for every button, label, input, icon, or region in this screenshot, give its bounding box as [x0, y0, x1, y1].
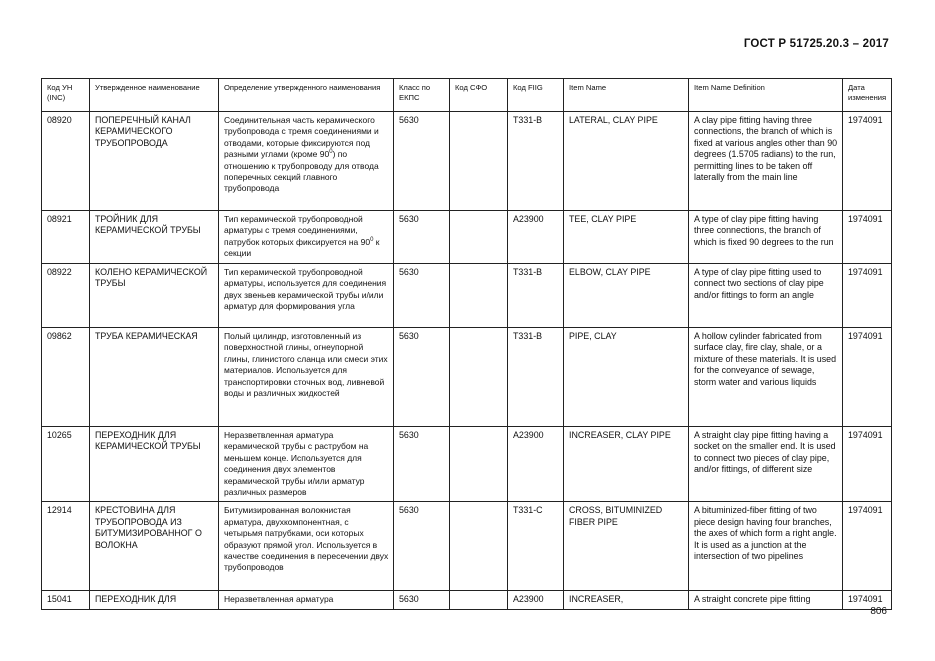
fiig-cell: T331-B — [508, 328, 564, 427]
header-date: Дата изменения — [843, 79, 892, 112]
table-row — [42, 591, 892, 609]
name-ru-cell: ПЕРЕХОДНИК ДЛЯ КЕРАМИЧЕСКОЙ ТРУБЫ — [90, 427, 219, 502]
name-ru-cell: ТРОЙНИК ДЛЯ КЕРАМИЧЕСКОЙ ТРУБЫ — [90, 211, 219, 264]
definition-ru-cell: Неразветвленная арматура — [219, 591, 394, 609]
date-cell: 1974091 — [843, 211, 892, 264]
class-cell: 5630 — [394, 502, 450, 591]
sfo-cell — [450, 591, 508, 609]
item-name-cell: INCREASER, CLAY PIPE — [564, 427, 689, 502]
fiig-cell: T331-C — [508, 502, 564, 591]
table-row — [42, 264, 892, 328]
sfo-cell — [450, 112, 508, 211]
definition-ru-cell: Битумизированная волокнистая арматура, двухкомпонентная, с четырьмя патрубками, оси которых образуют прямой угол. Используется в качестве соединения в пересечении двух трубопроводов — [219, 502, 394, 591]
class-cell: 5630 — [394, 112, 450, 211]
item-definition-cell: A straight clay pipe fitting having a socket on the smaller end. It is used to connect two pieces of clay pipe, and/or fittings, of different size — [689, 427, 843, 502]
name-ru-cell: ПОПЕРЕЧНЫЙ КАНАЛ КЕРАМИЧЕСКОГО ТРУБОПРОВОДА — [90, 112, 219, 211]
inc-cell: 10265 — [42, 427, 90, 502]
header-fiig: Код FIIG — [508, 79, 564, 112]
header-approved-definition: Определение утвержденного наименования — [219, 79, 394, 112]
header-row — [42, 79, 892, 112]
definition-ru-cell: Соединительная часть керамического трубопровода с тремя соединениями и отводами, которые фиксируются под разными углами (кроме $90^0$) по отношению к трубопроводу для отвода поперечных секций главного трубопровода — [219, 112, 394, 211]
definition-ru-cell: Тип керамической трубопроводной арматуры с тремя соединениями, патрубок которых фиксируется на $90^0$ к секции — [219, 211, 394, 264]
date-cell: 1974091 — [843, 591, 892, 609]
name-ru-cell: ПЕРЕХОДНИК ДЛЯ — [90, 591, 219, 609]
inc-cell: 08922 — [42, 264, 90, 328]
item-name-cell: TEE, CLAY PIPE — [564, 211, 689, 264]
page-number: 806 — [870, 606, 887, 617]
definition-ru-cell: Полый цилиндр, изготовленный из поверхностной глины, огнеупорной глины, глинистого сланца или смеси этих материалов. Используется для транспортировки сточных вод, ливневой воды и различных жидкостей — [219, 328, 394, 427]
fiig-cell: T331-B — [508, 112, 564, 211]
item-definition-cell: A type of clay pipe fitting having three connections, the branch of which is fixed 90 degrees to the run — [689, 211, 843, 264]
date-cell: 1974091 — [843, 502, 892, 591]
fiig-cell: A23900 — [508, 591, 564, 609]
date-cell: 1974091 — [843, 328, 892, 427]
sfo-cell — [450, 264, 508, 328]
header-sfo: Код СФО — [450, 79, 508, 112]
fiig-cell: A23900 — [508, 427, 564, 502]
class-cell: 5630 — [394, 328, 450, 427]
date-cell: 1974091 — [843, 112, 892, 211]
fiig-cell: A23900 — [508, 211, 564, 264]
table-row — [42, 112, 892, 211]
header-class: Класс по ЕКПС — [394, 79, 450, 112]
class-cell: 5630 — [394, 427, 450, 502]
class-cell: 5630 — [394, 591, 450, 609]
header-item-name: Item Name — [564, 79, 689, 112]
class-cell: 5630 — [394, 211, 450, 264]
item-definition-cell: A straight concrete pipe fitting — [689, 591, 843, 609]
document-code: ГОСТ Р 51725.20.3 – 2017 — [743, 38, 889, 50]
table-row — [42, 502, 892, 591]
sfo-cell — [450, 328, 508, 427]
inc-cell: 12914 — [42, 502, 90, 591]
item-name-cell: INCREASER, — [564, 591, 689, 609]
inc-cell: 08921 — [42, 211, 90, 264]
sfo-cell — [450, 427, 508, 502]
definition-ru-cell: Тип керамической трубопроводной арматуры, используется для соединения двух звеньев керамической трубы и/или арматур для формирования угла — [219, 264, 394, 328]
item-name-cell: PIPE, CLAY — [564, 328, 689, 427]
item-definition-cell: A bituminized-fiber fitting of two piece design having four branches, the axes of which form a right angle. It is used as a junction at the intersection of two pipelines — [689, 502, 843, 591]
item-name-cell: ELBOW, CLAY PIPE — [564, 264, 689, 328]
inc-cell: 08920 — [42, 112, 90, 211]
fiig-cell: T331-B — [508, 264, 564, 328]
item-name-cell: LATERAL, CLAY PIPE — [564, 112, 689, 211]
inc-cell: 15041 — [42, 591, 90, 609]
date-cell: 1974091 — [843, 264, 892, 328]
table-row — [42, 328, 892, 427]
name-ru-cell: ТРУБА КЕРАМИЧЕСКАЯ — [90, 328, 219, 427]
item-definition-cell: A hollow cylinder fabricated from surface clay, fire clay, shale, or a mixture of these materials. It is used for the conveyance of sewage, storm water and various liquids — [689, 328, 843, 427]
definition-ru-cell: Неразветвленная арматура керамической трубы с раструбом на меньшем конце. Используется для соединения двух элементов керамической трубы и/или арматур различных размеров — [219, 427, 394, 502]
class-cell: 5630 — [394, 264, 450, 328]
inc-cell: 09862 — [42, 328, 90, 427]
name-ru-cell: КОЛЕНО КЕРАМИЧЕСКОЙ ТРУБЫ — [90, 264, 219, 328]
sfo-cell — [450, 211, 508, 264]
header-item-definition: Item Name Definition — [689, 79, 843, 112]
table-row — [42, 211, 892, 264]
sfo-cell — [450, 502, 508, 591]
date-cell: 1974091 — [843, 427, 892, 502]
nomenclature-table — [41, 78, 892, 610]
header-inc: Код УН (INC) — [42, 79, 90, 112]
name-ru-cell: КРЕСТОВИНА ДЛЯ ТРУБОПРОВОДА ИЗ БИТУМИЗИРОВАННОГ О ВОЛОКНА — [90, 502, 219, 591]
header-approved-name: Утвержденное наименование — [90, 79, 219, 112]
item-name-cell: CROSS, BITUMINIZED FIBER PIPE — [564, 502, 689, 591]
item-definition-cell: A clay pipe fitting having three connections, the branch of which is fixed at various angles other than 90 degrees (1.5705 radians) to the run, permitting lines to be taken off laterally from the main line — [689, 112, 843, 211]
table-row — [42, 427, 892, 502]
item-definition-cell: A type of clay pipe fitting used to connect two sections of clay pipe and/or fittings to form an angle — [689, 264, 843, 328]
